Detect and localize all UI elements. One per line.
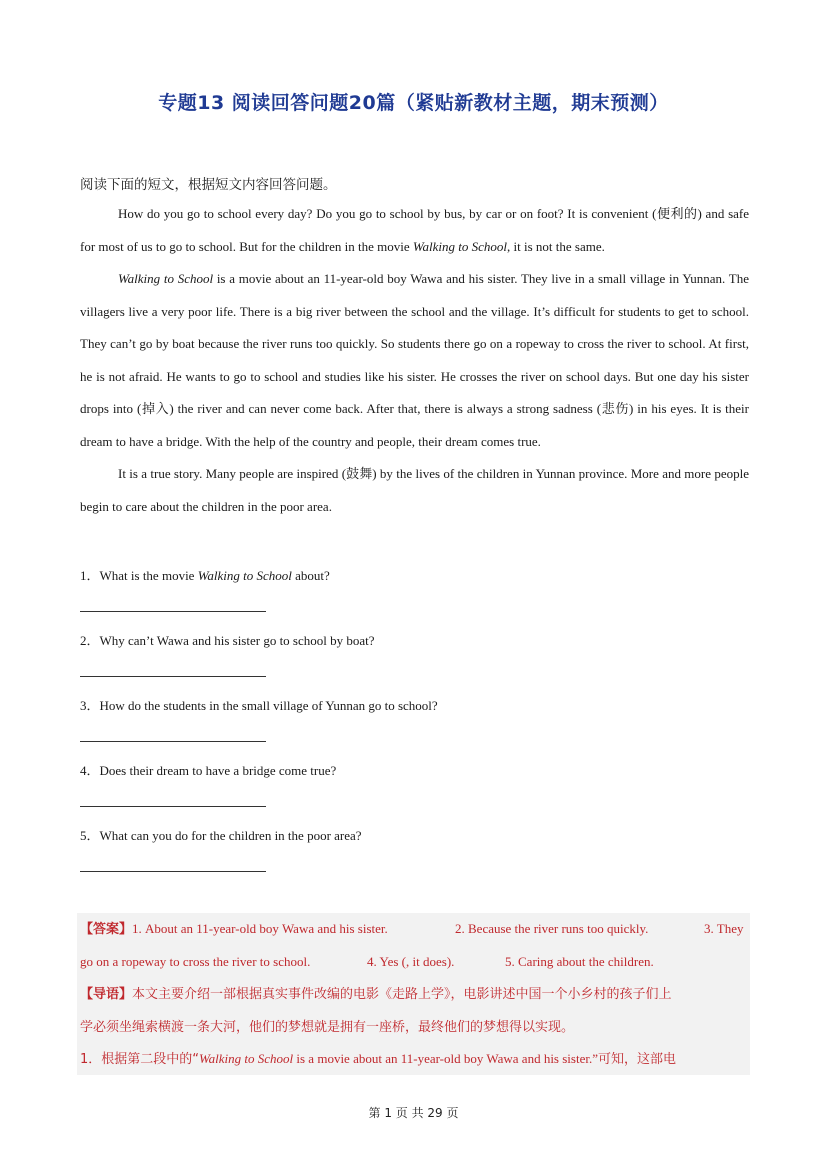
paragraph-3: It is a true story. Many people are inspired (鼓舞) by the lives of the children in Yunnan province. More and more people begin to care about the children in the poor area. <box>80 466 749 514</box>
answer-3-end: go on a ropeway to cross the river to school. <box>80 953 311 969</box>
question-5: 5．What can you do for the children in the poor area? <box>80 828 362 843</box>
answer-1: 1. About an 11-year-old boy Wawa and his sister. <box>132 921 388 936</box>
page-footer: 第 1 页 共 29 页 <box>368 1106 459 1120</box>
question-1: 1．What is the movie Walking to School about? <box>80 568 330 583</box>
guide-text-2: 学必须坐绳索横渡一条大河，他们的梦想就是拥有一座桥，最终他们的梦想得以实现。 <box>80 1018 575 1034</box>
answer-line-1[interactable] <box>80 611 266 612</box>
answer-4: 4. Yes (, it does). <box>367 953 455 969</box>
answer-2: 2. Because the river runs too quickly. <box>455 921 649 936</box>
answer-line-5[interactable] <box>80 871 266 872</box>
instruction: 阅读下面的短文，根据短文内容回答问题。 <box>80 177 337 193</box>
paragraph-1: How do you go to school every day? Do you go to school by bus, by car or on foot? It is convenient (便利的) and safe for most of us to go to school. But for the children in the movie Walking to School, it is not the same. <box>80 206 749 254</box>
explanation-movie: Walking to School <box>199 1051 294 1066</box>
explanation-prefix: 1．根据第二段中的“ <box>80 1052 200 1067</box>
page-title: 专题13 阅读回答问题20篇（紧贴新教材主题，期末预测） <box>158 92 669 114</box>
reading-passage <box>80 198 749 523</box>
answer-5: 5. Caring about the children. <box>505 953 654 969</box>
answer-line-4[interactable] <box>80 806 266 807</box>
answer-line-3[interactable] <box>80 741 266 742</box>
explanation-row <box>80 1043 747 1076</box>
answer-row-1 <box>80 913 747 946</box>
guide-text-1: 本文主要介绍一部根据真实事件改编的电影《走路上学》，电影讲述中国一个小乡村的孩子们上 <box>132 986 672 1001</box>
question-2: 2．Why can’t Wawa and his sister go to school by boat? <box>80 633 375 648</box>
paragraph-2: Walking to School is a movie about an 11-year-old boy Wawa and his sister. They live in a small village in Yunnan. The villagers live a very poor life. There is a big river between the school and the village. It’s difficult for students to get to school. They can’t go by boat because the river runs too quickly. So students there go on a ropeway to cross the river to school. At first, he is not afraid. He wants to go to school and studies like his sister. He crosses the river on school days. But one day his sister drops into (掉入) the river and can never come back. After that, there is always a strong sadness (悲伤) in his eyes. It is their dream to have a bridge. With the help of the country and people, their dream comes true. <box>80 271 749 449</box>
answer-3-start: 3. They <box>704 921 744 936</box>
answer-section <box>77 913 750 1075</box>
answer-line-2[interactable] <box>80 676 266 677</box>
question-4: 4．Does their dream to have a bridge come true? <box>80 763 337 778</box>
guide-tag: 【导语】 <box>80 987 133 1002</box>
guide-row-1 <box>80 978 747 1011</box>
answer-tag: 【答案】 <box>80 922 133 937</box>
guide-row-2 <box>80 1011 747 1044</box>
answer-row-2 <box>80 946 747 979</box>
explanation-text: is a movie about an 11-year-old boy Wawa and his sister.”可知，这部电 <box>293 1051 676 1066</box>
question-3: 3．How do the students in the small village of Yunnan go to school? <box>80 698 438 713</box>
